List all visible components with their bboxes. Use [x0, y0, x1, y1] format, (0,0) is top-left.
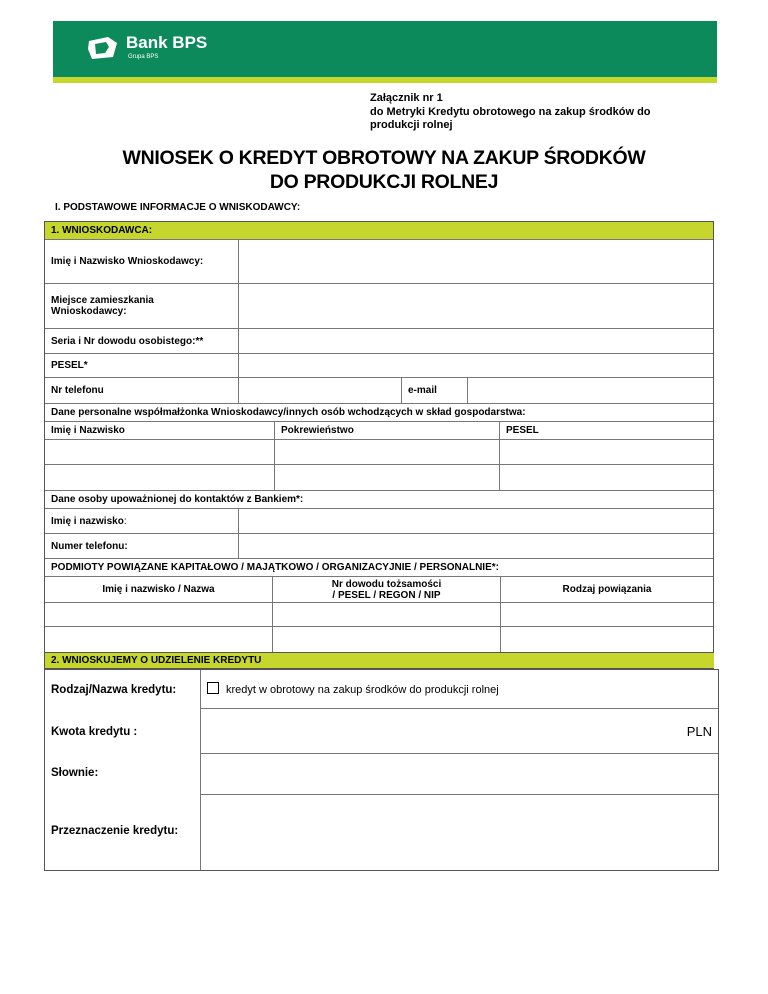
email-label: e-mail: [402, 378, 468, 404]
credit-type-checkbox[interactable]: [207, 682, 219, 694]
annex-note: [370, 92, 651, 133]
applicant-form: [44, 221, 714, 653]
pesel-field[interactable]: [239, 354, 713, 378]
phone-field[interactable]: [239, 378, 402, 404]
household-row-1-name[interactable]: [45, 440, 275, 465]
credit-type-option: kredyt w obrotowy na zakup środków do produkcji rolnej: [226, 684, 499, 696]
related-row-1-id[interactable]: [273, 603, 501, 627]
applicant-address-field[interactable]: [239, 284, 713, 329]
page-title-line-1: WNIOSEK O KREDYT OBROTOWY NA ZAKUP ŚRODKÓW: [122, 147, 646, 169]
contact-name-field[interactable]: [239, 509, 713, 534]
credit-purpose-field[interactable]: [202, 795, 718, 870]
form-divider-vertical: [200, 670, 201, 870]
address-label-line-1: Miejsce zamieszkania: [51, 295, 154, 306]
currency-label: PLN: [686, 724, 712, 739]
credit-request-form: [44, 669, 719, 871]
header-accent-stripe: [53, 77, 717, 83]
related-col-relation: Rodzaj powiązania: [501, 577, 713, 603]
related-col-id-line-2: / PESEL / REGON / NIP: [332, 589, 441, 601]
contact-heading: Dane osoby upoważnionej do kontaktów z Bankiem*:: [45, 491, 713, 509]
household-heading: Dane personalne współmałżonka Wnioskodawcy/innych osób wchodzących w skład gospodarstwa:: [45, 404, 713, 422]
related-col-name: Imię i nazwisko / Nazwa: [45, 577, 273, 603]
annex-line-3: produkcji rolnej: [370, 119, 453, 131]
related-row-2-name[interactable]: [45, 627, 273, 652]
contact-name-label-colon: :: [123, 515, 127, 527]
annex-line-1: Załącznik nr 1: [370, 92, 443, 104]
contact-name-label: [45, 509, 239, 534]
bank-name: Bank BPS: [126, 33, 208, 52]
household-row-2-pesel[interactable]: [500, 465, 713, 491]
household-col-name: Imię i Nazwisko: [45, 422, 275, 440]
id-number-field[interactable]: [239, 329, 713, 354]
related-row-2-relation[interactable]: [501, 627, 713, 652]
credit-amount-label: Kwota kredytu :: [51, 726, 138, 738]
section-1-heading: I. PODSTAWOWE INFORMACJE O WNISKODAWCY:: [55, 202, 301, 213]
contact-name-label-text: Imię i nazwisko: [51, 515, 124, 527]
applicant-name-label: Imię i Nazwisko Wnioskodawcy:: [45, 240, 239, 284]
household-row-1-relation[interactable]: [275, 440, 500, 465]
applicant-name-field[interactable]: [239, 240, 713, 284]
credit-purpose-label: Przeznaczenie kredytu:: [51, 825, 179, 837]
applicant-heading: 1. WNIOSKODAWCA:: [45, 222, 713, 240]
pesel-label: PESEL*: [45, 354, 239, 378]
amount-in-words-label: Słownie:: [51, 767, 99, 779]
household-col-pesel: PESEL: [500, 422, 713, 440]
related-row-2-id[interactable]: [273, 627, 501, 652]
related-row-1-relation[interactable]: [501, 603, 713, 627]
bank-logo-icon: [86, 35, 120, 61]
applicant-address-label: [45, 284, 239, 329]
credit-amount-field[interactable]: [202, 709, 662, 753]
amount-in-words-field[interactable]: [202, 754, 718, 794]
related-col-id-line-1: Nr dowodu tożsamości: [331, 578, 442, 590]
household-row-2-name[interactable]: [45, 465, 275, 491]
bank-group: Grupa BPS: [128, 54, 159, 60]
household-col-relation: Pokrewieństwo: [275, 422, 500, 440]
related-entities-heading: PODMIOTY POWIĄZANE KAPITAŁOWO / MAJĄTKOWO / ORGANIZACYJNIE / PERSONALNIE*:: [45, 559, 713, 577]
bank-logo: [86, 33, 236, 65]
email-field[interactable]: [468, 378, 713, 404]
contact-phone-label: Numer telefonu:: [45, 534, 239, 559]
household-row-1-pesel[interactable]: [500, 440, 713, 465]
phone-label: Nr telefonu: [45, 378, 239, 404]
contact-phone-field[interactable]: [239, 534, 713, 559]
related-row-1-name[interactable]: [45, 603, 273, 627]
id-number-label: Seria i Nr dowodu osobistego:**: [45, 329, 239, 354]
section-2-heading: 2. WNIOSKUJEMY O UDZIELENIE KREDYTU: [44, 652, 714, 669]
household-row-2-relation[interactable]: [275, 465, 500, 491]
related-col-id: [273, 577, 501, 603]
annex-line-2: do Metryki Kredytu obrotowego na zakup środków do: [370, 105, 651, 118]
credit-type-label: Rodzaj/Nazwa kredytu:: [51, 684, 177, 696]
address-label-line-2: Wnioskodawcy:: [51, 306, 127, 317]
page-title-line-2: DO PRODUKCJI ROLNEJ: [269, 171, 499, 193]
